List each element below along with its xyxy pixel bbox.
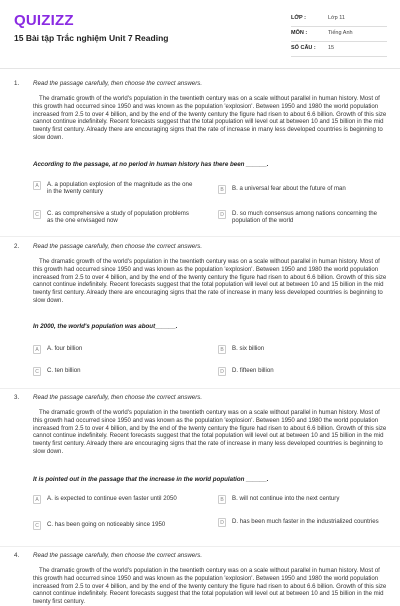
page-title: 15 Bài tập Trắc nghiệm Unit 7 Reading	[14, 33, 169, 43]
option-text: A. four billion	[47, 345, 83, 352]
question-stem: It is pointed out in the passage that the increase in the world population ______.	[33, 476, 269, 483]
meta-value: 15	[328, 45, 335, 51]
option-text: B. six billion	[232, 345, 265, 352]
question-passage: The dramatic growth of the world's population in the twentieth century was on a scale without parallel in human history. Most of this growth had occurred since 1950 and was known as the population 'explosion'. Between 1950 and 1980 the world population increased from 2.5 to over 4 billion, and by the end of the twenty century the figure had risen to about 6.6 billion. Growth of this size cannot continue indefinitely. Recent forecasts suggest that the total population will level out at between 10 and 15 billion in the mid twenty first century. Already there are encouraging signs that the rate of increase in many less developed countries is beginning to slow down.	[33, 95, 387, 141]
question-number: 1.	[14, 80, 20, 87]
question-passage: The dramatic growth of the world's population in the twentieth century was on a scale without parallel in human history. Most of this growth had occurred since 1950 and was known as the population 'explosion'. Between 1950 and 1980 the world population increased from 2.5 to over 4 billion, and by the end of the twenty century the figure had risen to about 6.6 billion. Growth of this size cannot continue indefinitely. Recent forecasts suggest that the total population will level out at between 10 and 15 billion in the mid twenty first century.	[33, 567, 387, 606]
option-letter-box: C	[33, 367, 41, 376]
question-instruction: Read the passage carefully, then choose the correct answers.	[33, 552, 203, 559]
option-letter-box: D	[218, 210, 226, 219]
meta-row-class	[291, 12, 387, 27]
option-letter-box: C	[33, 210, 41, 219]
question-number: 2.	[14, 243, 20, 250]
question-instruction: Read the passage carefully, then choose the correct answers.	[33, 80, 203, 87]
logo: QUIZIZZ	[14, 12, 74, 29]
option-letter-box: B	[218, 345, 226, 354]
meta-label: SỐ CÂU :	[291, 45, 316, 51]
option-letter-box: A	[33, 181, 41, 190]
option-letter-box: D	[218, 518, 226, 527]
meta-label: LỚP :	[291, 15, 306, 21]
option-text: A. a population explosion of the magnitude as the one in the twenty century	[47, 181, 193, 196]
option-letter-box: C	[33, 521, 41, 530]
option-letter-box: A	[33, 345, 41, 354]
option-text: B. will not continue into the next century	[232, 495, 340, 502]
option-text: D. fifteen billion	[232, 367, 274, 374]
option-text: C. has been going on noticeably since 1950	[47, 521, 166, 528]
option-letter-box: B	[218, 185, 226, 194]
option-letter-box: B	[218, 495, 226, 504]
question-divider	[0, 388, 400, 389]
question-divider	[0, 546, 400, 547]
meta-value: Tiếng Anh	[328, 30, 353, 36]
meta-row-subject	[291, 27, 387, 42]
meta-value: Lớp 11	[328, 15, 345, 21]
meta-row-count	[291, 42, 387, 57]
question-passage: The dramatic growth of the world's population in the twentieth century was on a scale without parallel in human history. Most of this growth had occurred since 1950 and was known as the population 'explosion'. Between 1950 and 1980 the world population increased from 2.5 to over 4 billion, and by the end of the twenty century the figure had risen to about 6.6 billion. Growth of this size cannot continue indefinitely. Recent forecasts suggest that the total population will level out at between 10 and 15 billion in the mid twenty first century. Already there are encouraging signs that the rate of increase in many less developed countries is beginning to slow down.	[33, 409, 387, 455]
option-text: B. a universal fear about the future of man	[232, 185, 346, 192]
option-text: A. is expected to continue even faster until 2050	[47, 495, 177, 502]
header-divider	[0, 68, 400, 69]
option-letter-box: A	[33, 495, 41, 504]
meta-table	[291, 12, 387, 57]
option-text: C. ten billion	[47, 367, 81, 374]
option-text: C. as comprehensive a study of population problems as the one envisaged now	[47, 210, 189, 225]
option-letter-box: D	[218, 367, 226, 376]
question-divider	[0, 236, 400, 237]
question-instruction: Read the passage carefully, then choose the correct answers.	[33, 243, 203, 250]
option-text: D. so much consensus among nations concerning the population of the world	[232, 210, 377, 225]
question-number: 4.	[14, 552, 20, 559]
question-number: 3.	[14, 394, 20, 401]
question-stem: In 2000, the world's population was about______.	[33, 323, 178, 330]
question-instruction: Read the passage carefully, then choose the correct answers.	[33, 394, 203, 401]
question-passage: The dramatic growth of the world's population in the twentieth century was on a scale without parallel in human history. Most of this growth had occurred since 1950 and was known as the population 'explosion'. Between 1950 and 1980 the world population increased from 2.5 to over 4 billion, and by the end of the twenty century the figure had risen to about 6.6 billion. Growth of this size cannot continue indefinitely. Recent forecasts suggest that the total population will level out at between 10 and 15 billion in the mid twenty first century. Already there are encouraging signs that the rate of increase in many less developed countries is beginning to slow down.	[33, 258, 387, 304]
option-text: D. has been much faster in the industrialized countries	[232, 518, 379, 525]
meta-label: MÔN :	[291, 30, 308, 36]
question-stem: According to the passage, at no period in human history has there been ______.	[33, 161, 269, 168]
